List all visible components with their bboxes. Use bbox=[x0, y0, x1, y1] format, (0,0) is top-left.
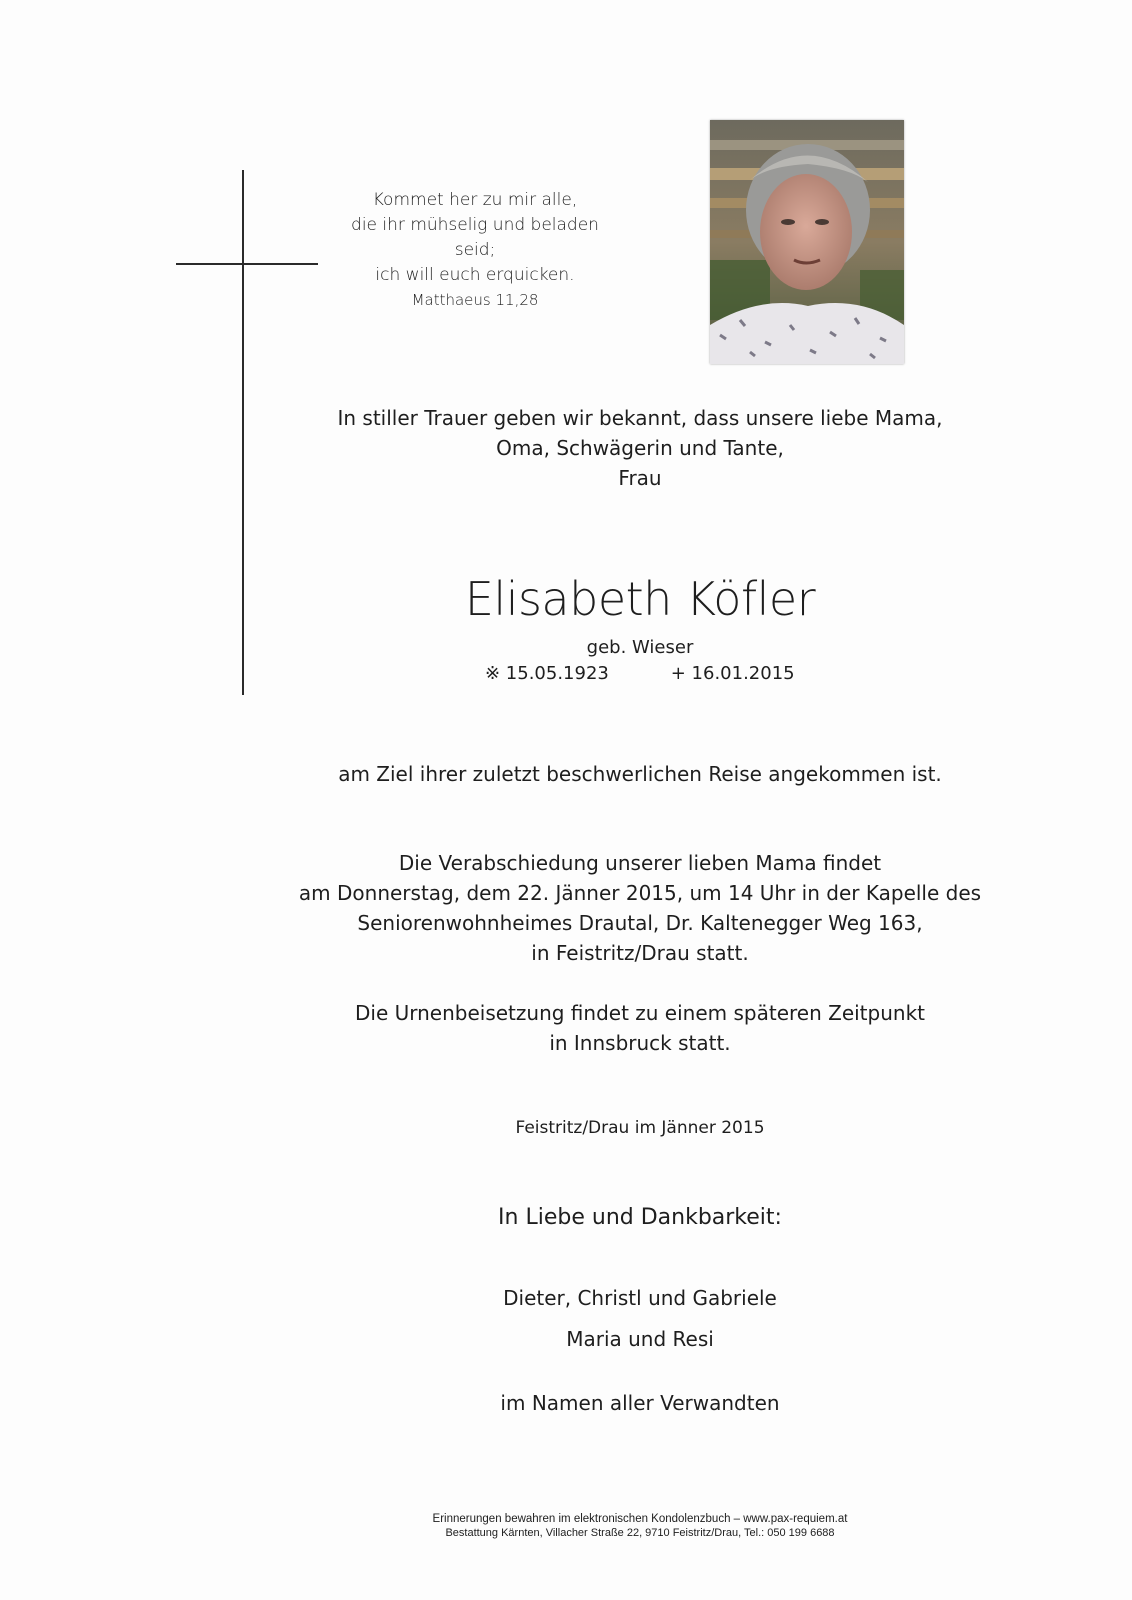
mourners-list bbox=[140, 1278, 1132, 1360]
verse-line-3: ich will euch erquicken. bbox=[375, 265, 575, 285]
farewell-line-1: Die Verabschiedung unserer lieben Mama findet bbox=[398, 851, 882, 875]
announcement-line-2: Oma, Schwägerin und Tante, bbox=[496, 436, 784, 460]
cross-horizontal-bar bbox=[176, 263, 318, 265]
verse-line-1: Kommet her zu mir alle, bbox=[372, 190, 578, 210]
arrived-text: am Ziel ihrer zuletzt beschwerlichen Reise angekommen ist. bbox=[338, 762, 942, 786]
footer-condolence-line: Erinnerungen bewahren im elektronischen Kondolenzbuch – www.pax-requiem.at bbox=[432, 1513, 848, 1525]
deceased-name: Elisabeth Köfler bbox=[464, 572, 816, 626]
urn-line-2: in Innsbruck statt. bbox=[549, 1031, 731, 1055]
relatives-text: im Namen aller Verwandten bbox=[500, 1391, 780, 1415]
footer-funeral-home-line: Bestattung Kärnten, Villacher Straße 22, 9710 Feistritz/Drau, Tel.: 050 199 6688 bbox=[445, 1527, 835, 1539]
death-date: + 16.01.2015 bbox=[670, 663, 795, 684]
farewell-details bbox=[140, 848, 1132, 968]
announcement-line-3: Frau bbox=[618, 466, 662, 490]
bible-verse bbox=[330, 188, 620, 313]
birth-date: ※ 15.05.1923 bbox=[485, 663, 609, 684]
farewell-line-2: am Donnerstag, dem 22. Jänner 2015, um 14 Uhr in der Kapelle des bbox=[298, 881, 982, 905]
closing-phrase: In Liebe und Dankbarkeit: bbox=[498, 1205, 782, 1230]
portrait-image bbox=[710, 120, 904, 364]
place-and-date: Feistritz/Drau im Jänner 2015 bbox=[515, 1118, 765, 1138]
announcement-text bbox=[140, 403, 1132, 493]
verse-line-2: die ihr mühselig und beladen seid; bbox=[351, 215, 599, 260]
announcement-line-1: In stiller Trauer geben wir bekannt, dass unsere liebe Mama, bbox=[337, 406, 943, 430]
mourners-line-2: Maria und Resi bbox=[566, 1327, 714, 1351]
maiden-name: geb. Wieser bbox=[586, 637, 694, 658]
farewell-line-4: in Feistritz/Drau statt. bbox=[531, 941, 749, 965]
verse-reference: Matthaeus 11,28 bbox=[411, 291, 539, 309]
farewell-line-3: Seniorenwohnheimes Drautal, Dr. Kaltenegger Weg 163, bbox=[357, 911, 923, 935]
life-dates bbox=[485, 663, 795, 684]
footer bbox=[140, 1512, 1132, 1540]
urn-line-1: Die Urnenbeisetzung findet zu einem späteren Zeitpunkt bbox=[354, 1001, 925, 1025]
mourners-line-1: Dieter, Christl und Gabriele bbox=[503, 1286, 777, 1310]
urn-burial-text bbox=[140, 998, 1132, 1058]
portrait-photo bbox=[710, 120, 904, 364]
